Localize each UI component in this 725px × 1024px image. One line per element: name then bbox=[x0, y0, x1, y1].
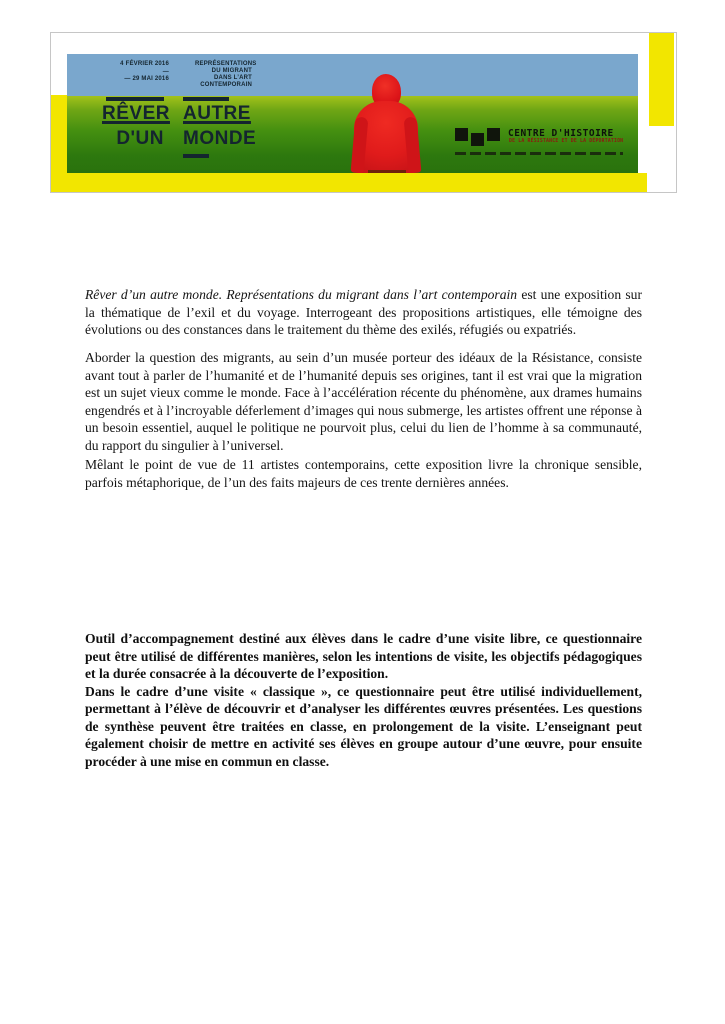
exhibition-banner-image bbox=[50, 32, 677, 193]
title-word-dun: D'UN bbox=[116, 128, 164, 149]
exhibition-poster bbox=[67, 54, 638, 173]
title-rule-short bbox=[183, 154, 209, 158]
logo-square-icon bbox=[487, 128, 500, 141]
paragraph-context: Aborder la question des migrants, au sein d’un musée porteur des idéaux de la Résistance, consiste avant tout à parler de l’humanité et de l’humanité depuis ses origines, tant il est vrai que la migration est un sujet vieux comme le monde. Face à l’accélération récente du phénomène, aux drames humains engendrés et à l’incroyable déferlement d’images qui nous submerge, les artistes offrent une réponse à un besoin essentiel, auquel le politique ne pourvoit plus, celui du lien de l’homme à sa communauté, du rapport du singulier à l’universel. bbox=[85, 350, 642, 453]
date-start: 4 FÉVRIER 2016 — bbox=[120, 61, 169, 75]
title-word-monde: MONDE bbox=[183, 128, 257, 149]
logo-name: CENTRE D'HISTOIRE bbox=[508, 128, 614, 139]
exhibition-title-inline: Rêver d’un autre monde. Représentations du migrant dans l’art contemporain bbox=[85, 287, 518, 302]
figure-right-arm bbox=[404, 117, 422, 173]
paragraph-intro-text: est une exposition sur la thématique de l’exil et du voyage. Interrogeant des propositions artistiques, elle témoigne des évolutions ou des constances dans le traitement du thème des exilés, réfugiés ou expatriés. bbox=[85, 287, 642, 337]
migrant-figure bbox=[353, 74, 419, 173]
logo-fine-print bbox=[455, 152, 623, 155]
paragraph-artists: Mêlant le point de vue de 11 artistes contemporains, cette exposition livre la chronique sensible, parfois métaphorique, de l’un des faits majeurs de ces trente dernières années. bbox=[85, 457, 642, 490]
teacher-instructions-block bbox=[85, 630, 642, 770]
logo-square-icon bbox=[455, 128, 468, 141]
paragraph-exhibition-intro bbox=[85, 286, 642, 339]
logo-tagline: DE LA RÉSISTANCE ET DE LA DÉPORTATION bbox=[509, 139, 624, 144]
exhibition-title-left bbox=[102, 97, 170, 151]
logo-square-icon bbox=[471, 133, 484, 146]
yellow-frame-right bbox=[649, 33, 674, 126]
instructions-paragraph-2: Dans le cadre d’une visite « classique », ce questionnaire peut être utilisé individuellement, permettant à l’élève de découvrir et d’analyser les différentes œuvres présentées. Les questions de synthèse peuvent être traitées en classe, en prolongement de la visite. L’enseignant peut également choisir de mettre en activité ses élèves en groupe autour d’une œuvre, pour ensuite procéder à une mise en commun en classe. bbox=[85, 683, 642, 769]
figure-red-jacket bbox=[354, 101, 418, 173]
title-word-rever: RÊVER bbox=[102, 103, 170, 124]
yellow-frame-bottom bbox=[51, 173, 647, 192]
figure-waistband bbox=[368, 170, 406, 173]
logo-squares-icon bbox=[455, 128, 500, 141]
exhibition-title-right bbox=[183, 97, 257, 158]
instructions-paragraph-1: Outil d’accompagnement destiné aux élèves dans le cadre d’une visite libre, ce questionnaire peut être utilisé de différentes manières, selon les intentions de visite, les objectifs pédagogiques et la durée consacrée à la découverte de l’exposition. bbox=[85, 631, 642, 681]
exhibition-subtitle: REPRÉSENTATIONS DU MIGRANT DANS L’ART CONTEMPORAIN bbox=[195, 61, 257, 88]
title-word-autre: AUTRE bbox=[183, 103, 251, 124]
figure-left-arm bbox=[351, 117, 369, 173]
date-end: — 29 MAI 2016 bbox=[124, 76, 169, 82]
exhibition-dates bbox=[117, 61, 169, 84]
